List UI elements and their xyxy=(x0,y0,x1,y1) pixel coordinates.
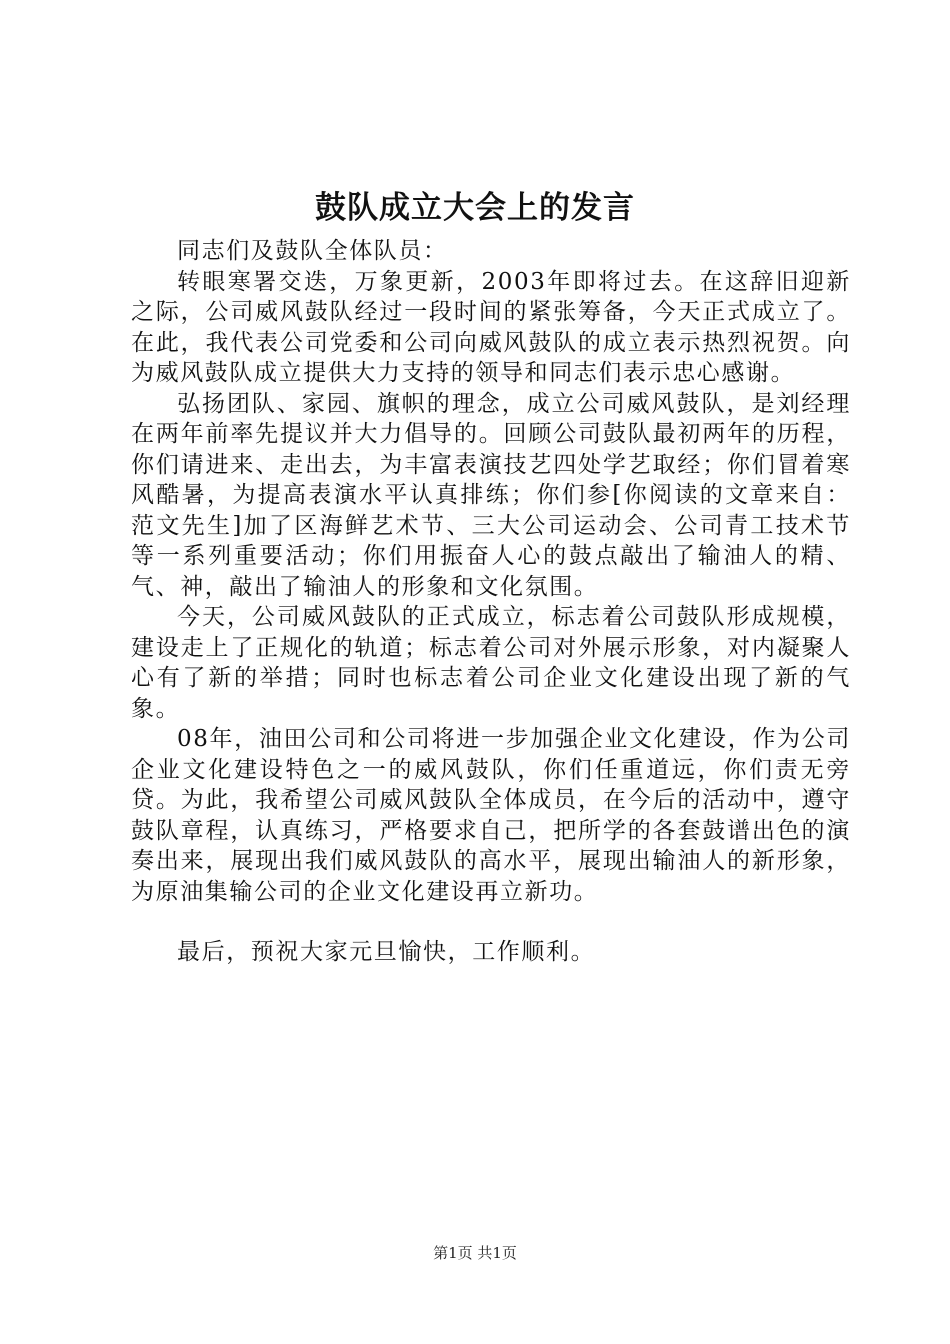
document-body xyxy=(131,236,851,968)
page-footer: 第1页 共1页 xyxy=(433,1244,517,1262)
body-paragraph-1: 转眼寒署交迭，万象更新，2003年即将过去。在这辞旧迎新之际，公司威风鼓队经过一段时间的紧张筹备，今天正式成立了。在此，我代表公司党委和公司向威风鼓队的成立表示热烈祝贺。向为威风鼓队成立提供大力支持的领导和同志们表示忠心感谢。 xyxy=(131,268,851,386)
salutation-paragraph: 同志们及鼓队全体队员： xyxy=(177,238,448,264)
body-paragraph-4: 08年，油田公司和公司将进一步加强企业文化建设，作为公司企业文化建设特色之一的威风鼓队，你们任重道远，你们责无旁贷。为此，我希望公司威风鼓队全体成员，在今后的活动中，遵守鼓队章程，认真练习，严格要求自己，把所学的各套鼓谱出色的演奏出来，展现出我们威风鼓队的高水平，展现出输油人的新形象，为原油集输公司的企业文化建设再立新功。 xyxy=(131,726,851,905)
document-title: 鼓队成立大会上的发言 xyxy=(315,190,635,226)
body-paragraph-3: 今天，公司威风鼓队的正式成立，标志着公司鼓队形成规模，建设走上了正规化的轨道；标志着公司对外展示形象，对内凝聚人心有了新的举措；同时也标志着公司企业文化建设出现了新的气象。 xyxy=(131,604,851,722)
body-paragraph-2: 弘扬团队、家园、旗帜的理念，成立公司威风鼓队，是刘经理在两年前率先提议并大力倡导的。回顾公司鼓队最初两年的历程，你们请进来、走出去，为丰富表演技艺四处学艺取经；你们冒着寒风酷暑，为提高表演水平认真排练；你们参[你阅读的文章来自：范文先生]加了区海鲜艺术节、三大公司运动会、公司青工技术节等一系列重要活动；你们用振奋人心的鼓点敲出了输油人的精、气、神，敲出了输油人的形象和文化氛围。 xyxy=(131,390,851,600)
closing-paragraph: 最后，预祝大家元旦愉快，工作顺利。 xyxy=(177,939,596,965)
